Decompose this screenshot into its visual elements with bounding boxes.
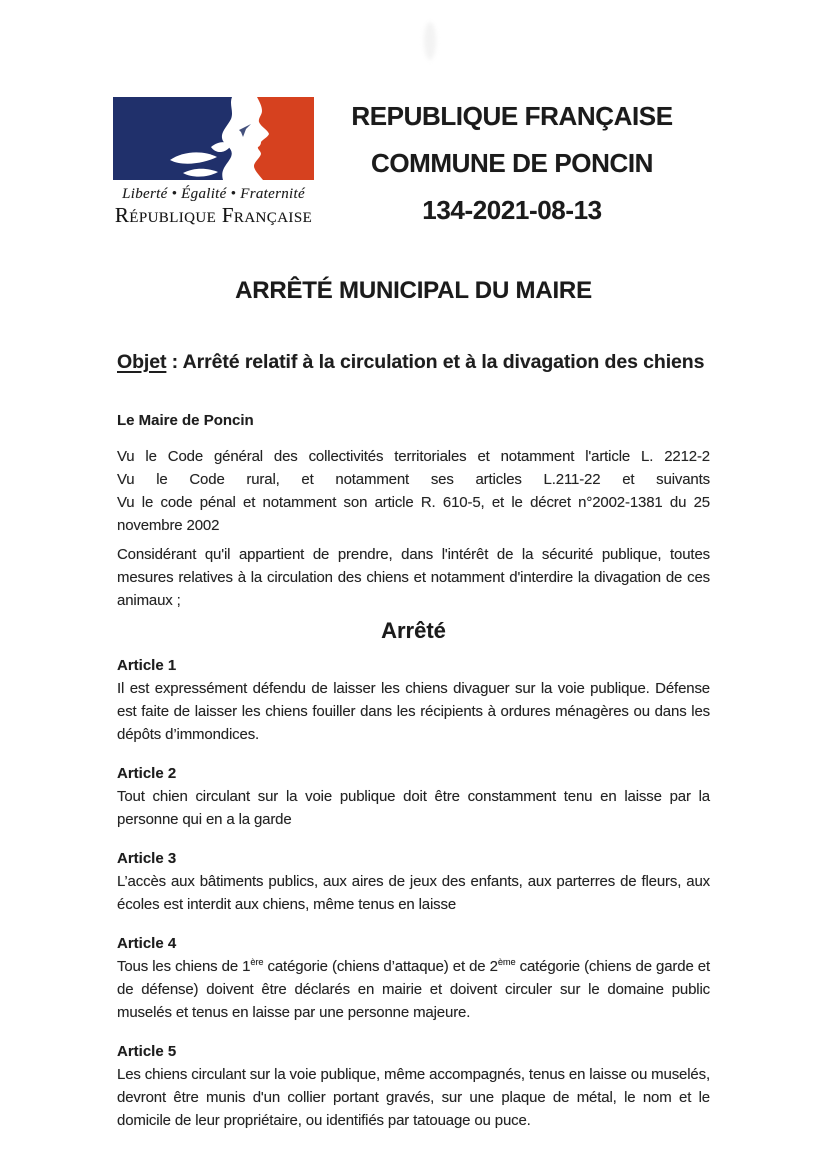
article-heading: Article 3 bbox=[117, 850, 177, 867]
header-republique-line: REPUBLIQUE FRANÇAISE bbox=[351, 101, 673, 131]
header-reference-number: 134-2021-08-13 bbox=[422, 195, 602, 225]
republique-francaise-logo bbox=[113, 97, 314, 226]
subject-text: Arrêté relatif à la circulation et à la divagation des chiens bbox=[182, 351, 705, 373]
subject-line bbox=[117, 346, 710, 378]
subject-separator: : bbox=[166, 351, 183, 373]
vu-block bbox=[117, 445, 710, 537]
article bbox=[117, 762, 710, 831]
article-body: L’accès aux bâtiments publics, aux aires de jeux des enfants, aux parterres de fleurs, aux écoles est interdit aux chiens, même tenus en laisse bbox=[117, 873, 710, 913]
document-title: ARRÊTÉ MUNICIPAL DU MAIRE bbox=[235, 277, 592, 304]
document-header bbox=[114, 97, 710, 227]
vu-line: Vu le Code rural, et notamment ses articles L.211-22 et suivants bbox=[117, 471, 710, 488]
article-heading: Article 5 bbox=[117, 1043, 177, 1060]
article-body: Les chiens circulant sur la voie publique, même accompagnés, tenus en laisse ou muselés, devront être munis d'un collier portant gravés, sur une plaque de métal, le nom et le domicile de leur propriétaire, ou identifiés par tatouage ou puce. bbox=[117, 1066, 710, 1129]
logo-motto: Liberté • Égalité • Fraternité bbox=[122, 186, 305, 202]
article-heading: Article 1 bbox=[117, 657, 177, 674]
vu-line: Vu le code pénal et notamment son article R. 610-5, et le décret n°2002-1381 du 25 novembre 2002 bbox=[117, 494, 710, 534]
logo-caption: République Française bbox=[114, 203, 313, 227]
author-line: Le Maire de Poncin bbox=[117, 412, 254, 429]
article bbox=[117, 1040, 710, 1132]
decision-heading: Arrêté bbox=[381, 618, 446, 643]
vu-line: Vu le Code général des collectivités territoriales et notamment l'article L. 2212-2 bbox=[117, 448, 710, 465]
article bbox=[117, 932, 710, 1024]
subject-label: Objet bbox=[117, 351, 167, 373]
articles-section bbox=[117, 654, 710, 1132]
article-body: Tous les chiens de 1ère catégorie (chiens d’attaque) et de 2ème catégorie (chiens de garde et de défense) doivent être déclarés en mairie et doivent circuler sur le domaine public muselés et tenus en laisse par une personne majeure. bbox=[117, 957, 710, 1021]
article bbox=[117, 654, 710, 746]
article-body: Tout chien circulant sur la voie publique doit être constamment tenu en laisse par la personne qui en a la garde bbox=[117, 788, 710, 828]
article-heading: Article 4 bbox=[117, 935, 177, 952]
header-right-block bbox=[314, 97, 710, 225]
considerant-paragraph: Considérant qu'il appartient de prendre, dans l'intérêt de la sécurité publique, toutes mesures relatives à la circulation des chiens et notamment d'interdire la divagation de ces animaux ; bbox=[117, 546, 710, 609]
article-body: Il est expressément défendu de laisser les chiens divaguer sur la voie publique. Défense est faite de laisser les chiens fouiller dans les récipients à ordures ménagères ou dans les dépôts d’immondices. bbox=[117, 680, 710, 743]
scan-artifact bbox=[424, 22, 436, 60]
header-commune-line: COMMUNE DE PONCIN bbox=[370, 148, 654, 178]
marianne-flag-icon bbox=[113, 97, 314, 180]
article bbox=[117, 847, 710, 916]
article-heading: Article 2 bbox=[117, 765, 177, 782]
